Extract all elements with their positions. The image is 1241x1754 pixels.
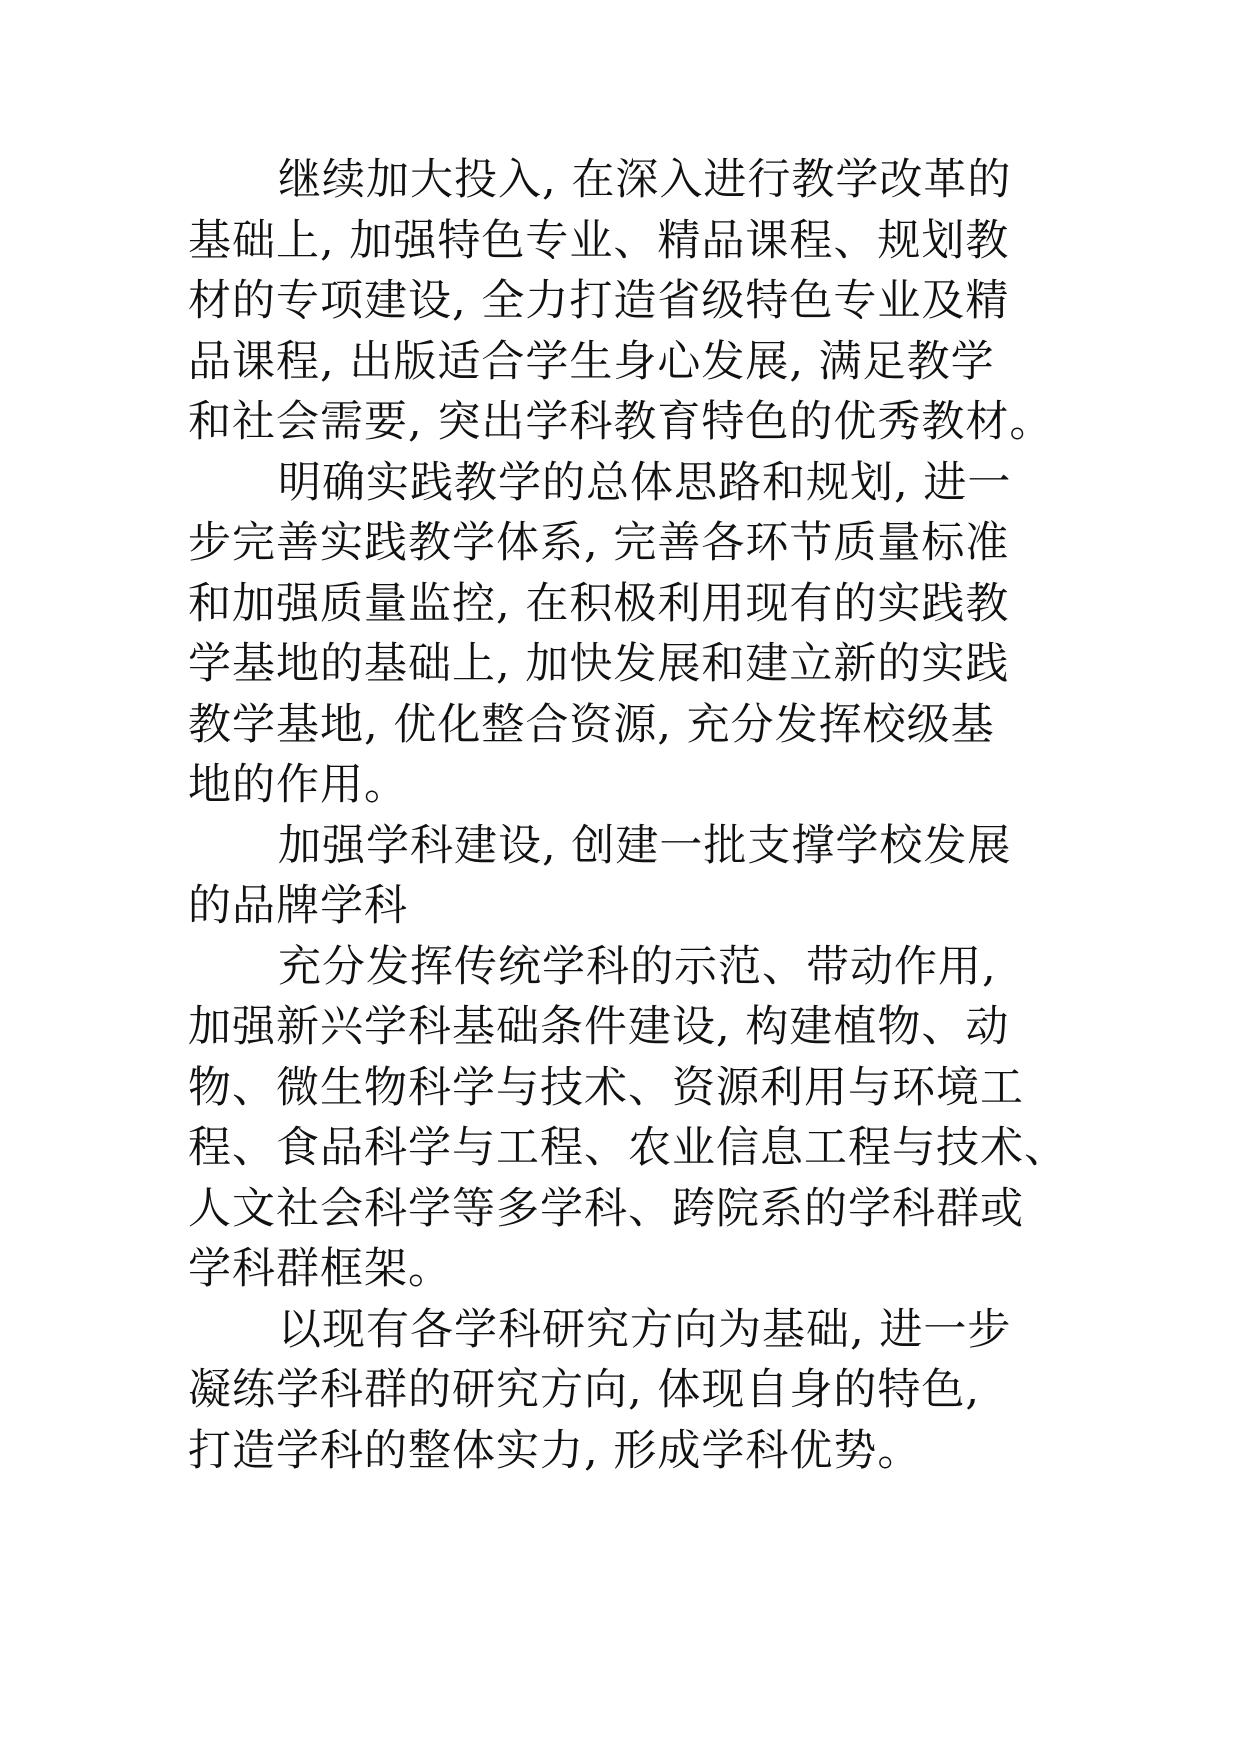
text-line-10: 教学基地, 优化整合资源, 充分发挥校级基 bbox=[188, 699, 995, 750]
text-line-5: 和社会需要, 突出学科教育特色的优秀教材。 bbox=[188, 397, 1054, 447]
text-line-18: 人文社会科学等多学科、跨院系的学科群或 bbox=[188, 1183, 1024, 1234]
text-line-17: 程、食品科学与工程、农业信息工程与技术、 bbox=[188, 1123, 1068, 1173]
text-line-4: 品课程, 出版适合学生身心发展, 满足教学 bbox=[188, 336, 995, 387]
text-line-22: 打造学科的整体实力, 形成学科优势。 bbox=[188, 1425, 922, 1476]
text-line-6: 明确实践教学的总体思路和规划, 进一 bbox=[278, 457, 1012, 508]
text-line-2: 基础上, 加强特色专业、精品课程、规划教 bbox=[188, 215, 1010, 266]
text-line-7: 步完善实践教学体系, 完善各环节质量标准 bbox=[188, 518, 1010, 568]
document-body bbox=[188, 150, 1068, 1481]
text-line-9: 学基地的基础上, 加快发展和建立新的实践 bbox=[188, 639, 1010, 689]
text-line-11: 地的作用。 bbox=[188, 760, 408, 810]
text-line-16: 物、微生物科学与技术、资源利用与环境工 bbox=[188, 1062, 1024, 1113]
text-line-3: 材的专项建设, 全力打造省级特色专业及精 bbox=[188, 276, 1010, 326]
text-line-8: 和加强质量监控, 在积极利用现有的实践教 bbox=[188, 578, 1010, 629]
text-line-19: 学科群框架。 bbox=[188, 1244, 452, 1294]
text-line-13: 的品牌学科 bbox=[188, 881, 408, 931]
text-line-20: 以现有各学科研究方向为基础, 进一步 bbox=[278, 1304, 1012, 1355]
text-line-21: 凝练学科群的研究方向, 体现自身的特色, bbox=[188, 1365, 981, 1415]
text-line-14: 充分发挥传统学科的示范、带动作用, bbox=[278, 941, 997, 992]
text-line-15: 加强新兴学科基础条件建设, 构建植物、动 bbox=[188, 1002, 1010, 1052]
text-line-1: 继续加大投入, 在深入进行教学改革的 bbox=[278, 155, 1012, 205]
text-line-12: 加强学科建设, 创建一批支撑学校发展 bbox=[278, 820, 1012, 871]
